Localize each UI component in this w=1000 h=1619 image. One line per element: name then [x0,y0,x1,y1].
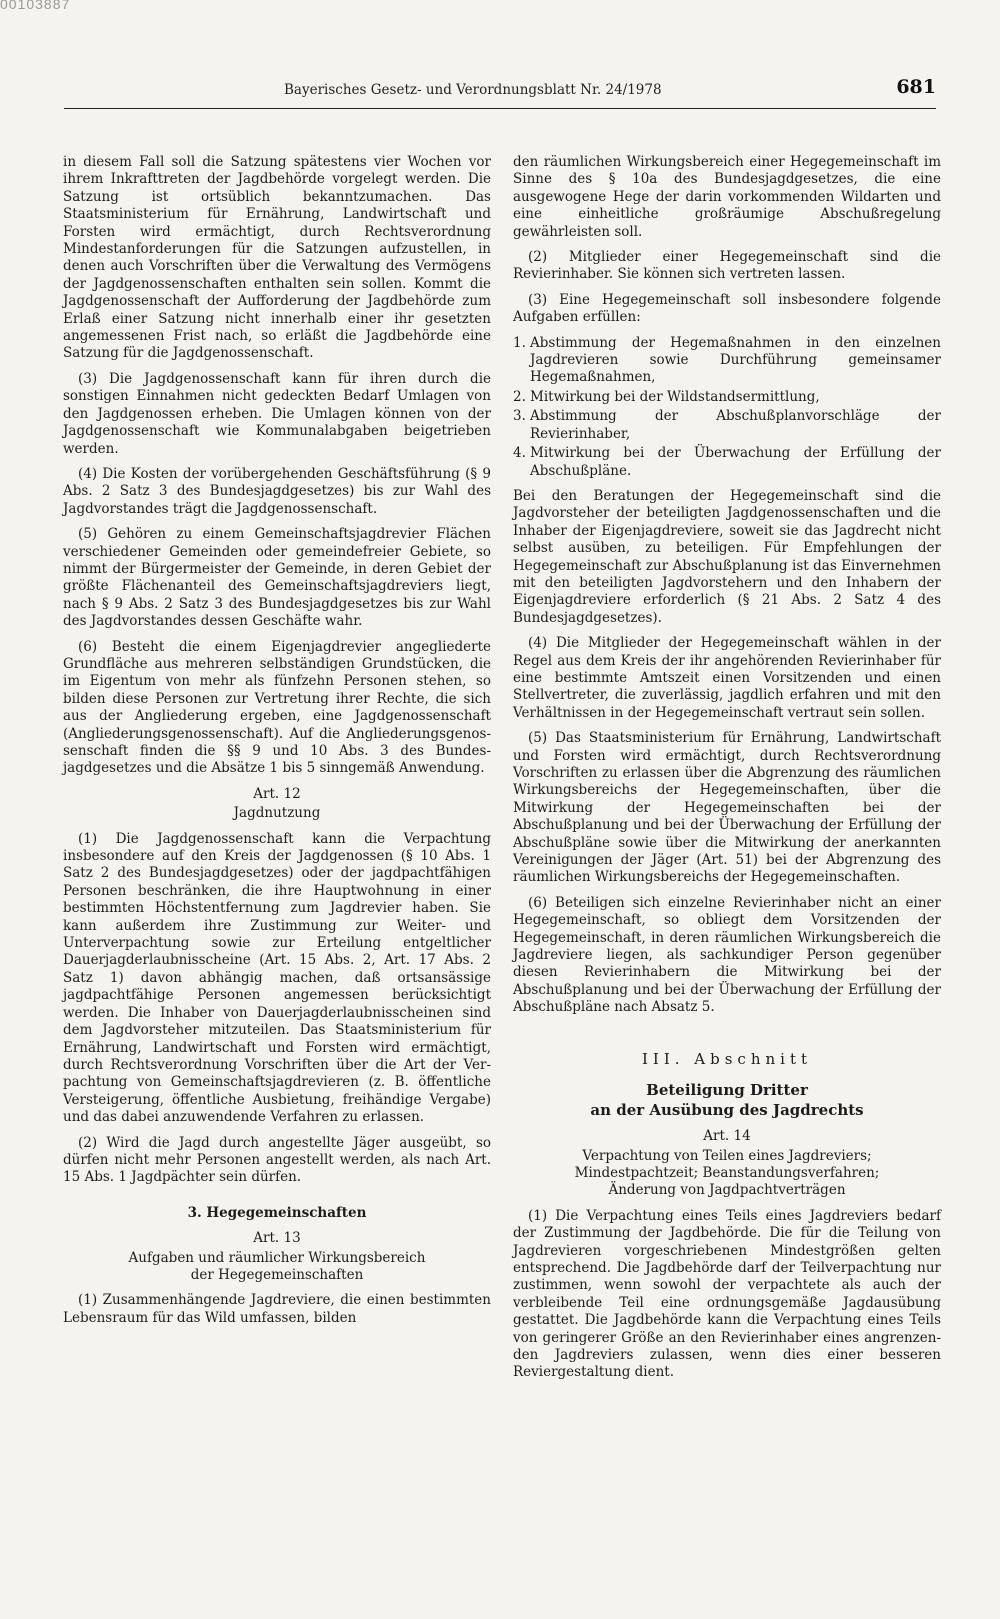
paragraph: (1) Die Verpachtung eines Teils eines Jagdreviers bedarf der Zustimmung der Jagdbehörde. Die für die Teilung von Jagdrevieren vorgeschriebenen Mindestgrößen gelten entsprechend. Die Jagdbehörde darf der Teilverpachtung nur zustimmen, wenn sowohl der verpachtete als auch der verbleibende Teil eine ordnungsgemäße Jagdausübung gestattet. Die Jagdbehörde kann die Verpachtung eines Teils von geringerer Größe an den Revierinhaber eines angrenzenden Jagdreviers zulassen, wenn dies einer besseren Reviergestaltung dient. [513,1207,941,1381]
paragraph: in diesem Fall soll die Satzung spätestens vier Wochen vor ihrem Inkrafttreten der Jagdbehörde vorgelegt werden. Die Satzung ist ortsüblich bekanntzumachen. Das Staatsministerium für Ernährung, Landwirtschaft und Forsten wird ermächtigt, durch Rechtsverordnung Mindestanforderungen für die Satzungen aufzustellen, in denen auch Vorschriften über die Verwaltung des Vermögens der Jagdgenossenschaften enthalten sein sollen. Kommt die Jagdgenossenschaft der Aufforderung der Jagdbehörde zum Erlaß einer Satzung nicht innerhalb einer ihr gesetzten angemessenen Frist nach, so erläßt die Jagdbehörde eine Satzung für die Jagdgenossenschaft. [63,154,491,362]
subsection-heading: 3. Hegegemeinschaften [187,1204,367,1221]
paragraph: Bei den Beratungen der Hegegemeinschaft sind die Jagdvorsteher der beteiligten Jagdgenossenschaften und die Inhaber der Eigenjagdreviere, soweit sie das Jagdrecht nicht selbst ausüben, zu beteiligen. Für Empfehlungen der Hegegemeinschaft zur Abschußplanung ist das Einvernehmen mit den beteiligten Jagdvorstehern und den Inhabern der Eigenjagdreviere erforderlich (§ 21 Abs. 2 Satz 4 des Bundesjagdgesetzes). [513,487,941,626]
list-item: 2. Mitwirkung bei der Wildstandsermittlung, [513,388,820,405]
paragraph: den räumlichen Wirkungsbereich einer Hegegemeinschaft im Sinne des § 10a des Bundesjagdgesetzes, die eine ausgewogene Hege der darin vorkommenden Wildarten und eine einheitliche großräumige Abschußregelung gewährleisten soll. [513,154,941,240]
paragraph: (6) Beteiligen sich einzelne Revierinhaber nicht an einer Hegegemeinschaft, so obliegt dem Vorsitzenden der Hegegemeinschaft, in deren räumlichen Wirkungsbereich die Jagdreviere liegen, als sachkundiger Person gegenüber diesen Revierinhabern die Mitwirkung bei der Abschußplanung und bei der Überwachung der Erfüllung der Abschußpläne nach Absatz 5. [513,894,941,1016]
paragraph: (2) Wird die Jagd durch angestellte Jäger ausgeübt, so dürfen nicht mehr Personen angestellt werden, als nach Art. 15 Abs. 1 Jagdpächter sein dürfen. [63,1134,491,1186]
page-number: 681 [896,76,936,98]
article-number: Art. 14 [703,1128,751,1145]
article-title: Aufgaben und räumlicher Wirkungsbereich der Hegegemeinschaften [128,1249,426,1283]
list-item: 3. Abstimmung der Abschußplanvorschläge der Revierinhaber, [513,408,941,442]
section-title: Beteiligung Dritter an der Ausübung des Jagdrechts [590,1081,864,1120]
paragraph: (2) Mitglieder einer Hegegemeinschaft sind die Revierinhaber. Sie können sich vertreten lassen. [513,249,941,283]
article-number: Art. 13 [253,1230,301,1247]
article-number: Art. 12 [253,785,301,802]
publication-title: Bayerisches Gesetz- und Verordnungsblatt Nr. 24/1978 [284,82,662,98]
section-heading: III. Abschnitt [641,1049,813,1068]
archive-stamp: 00103887 [0,0,71,12]
list-item: 4. Mitwirkung bei der Überwachung der Erfüllung der Abschußpläne. [513,445,941,479]
right-column [513,154,941,1390]
article-title: Verpachtung von Teilen eines Jagdreviers; Mindestpachtzeit; Beanstandungsverfahren; Änderung von Jagdpachtverträgen [574,1147,880,1199]
paragraph: (1) Zusammenhängende Jagdreviere, die einen bestimmten Lebensraum für das Wild umfassen, bilden [63,1292,491,1326]
paragraph: (3) Eine Hegegemeinschaft soll insbesondere folgende Aufgaben erfüllen: [513,291,941,326]
paragraph: (5) Das Staatsministerium für Ernährung, Landwirtschaft und Forsten wird ermächtigt, durch Rechtsverordnung Vorschriften zu erlassen über die Abgrenzung des räumlichen Wirkungsbereichs der Hegegemeinschaften, über die Mitwirkung der Hegegemeinschaften bei der Abschußplanung und bei der Überwachung der Erfüllung der Abschußpläne sowie über die Mitwirkung der anerkannten Vereinigungen der Jäger (Art. 51) bei der Abgrenzung des räumlichen Wirkungsbereichs der Hegegemeinschaften. [513,730,941,886]
article-title: Jagdnutzung [233,805,321,822]
paragraph: (5) Gehören zu einem Gemeinschaftsjagdrevier Flächen verschiedener Gemeinden oder gemeindefreier Gebiete, so nimmt der Bürgermeister der Gemeinde, in deren Gebiet der größte Flächenanteil des Gemeinschaftsjagdreviers liegt, nach § 9 Abs. 2 Satz 3 des Bundesjagdgesetzes bis zur Wahl des Jagdvorstandes dessen Geschäfte wahr. [63,526,491,630]
paragraph: (4) Die Kosten der vorübergehenden Geschäftsführung (§ 9 Abs. 2 Satz 3 des Bundesjagdgesetzes) bis zur Wahl des Jagdvorstandes trägt die Jagdgenossenschaft. [63,465,491,517]
left-column [63,154,491,1335]
list-item: 1. Abstimmung der Hegemaßnahmen in den einzelnen Jagdrevieren sowie Durchführung gemeinsamer Hegemaßnahmen, [513,334,941,386]
paragraph: (6) Besteht die einem Eigenjagdrevier angegliederte Grundfläche aus mehreren selbständigen Grundstücken, die im Eigentum von mehr als fünfzehn Personen stehen, so bilden diese Personen zur Vertretung ihrer Rechte, die sich aus der Angliederung ergeben, eine Jagdgenossenschaft (Angliederungsgenossenschaft). Auf die Angliederungsgenossenschaft finden die §§ 9 und 10 Abs. 3 des Bundesjagdgesetzes und die Absätze 1 bis 5 sinngemäß Anwendung. [63,638,491,777]
page-header [64,78,936,109]
paragraph: (1) Die Jagdgenossenschaft kann die Verpachtung insbesondere auf den Kreis der Jagdgenossen (§ 10 Abs. 1 Satz 2 des Bundesjagdgesetzes) oder der jagdpachtfähigen Personen beschränken, die ihre Hauptwohnung in einer bestimmten Höchstentfernung zum Jagdrevier haben. Sie kann außerdem ihre Zustimmung zur Weiter- und Unterverpachtung sowie zur Erteilung entgeltlicher Dauerjagderlaubnisscheine (Art. 15 Abs. 2, Art. 17 Abs. 2 Satz 1) davon abhängig machen, daß ortsansässige jagdpachtfähige Personen angemessen berücksichtigt werden. Die Inhaber von Dauerjagderlaubnisscheinen sind dem Jagdvorsteher mitzuteilen. Das Staatsministerium für Ernährung, Landwirtschaft und Forsten wird ermächtigt, durch Rechtsverordnung Vorschriften über die Art der Verpachtung von Gemeinschaftsjagdrevieren (z. B. öffentliche Versteigerung, öffentliche Ausbietung, freihändige Vergabe) und das dabei anzuwendende Verfahren zu erlassen. [63,830,491,1126]
paragraph: (3) Die Jagdgenossenschaft kann für ihren durch die sonstigen Einnahmen nicht gedeckten Bedarf Umlagen von den Jagdgenossen erheben. Die Umlagen können von der Jagdgenossenschaft wie Kommunalabgaben beigetrieben werden. [63,370,491,457]
paragraph: (4) Die Mitglieder der Hegegemeinschaft wählen in der Regel aus dem Kreis der ihr angehörenden Revierinhaber für eine bestimmte Amtszeit einen Vorsitzenden und einen Stellvertreter, die zuverlässig, jagdlich erfahren und mit den Verhältnissen in der Hegegemeinschaft vertraut sein sollen. [513,635,941,721]
